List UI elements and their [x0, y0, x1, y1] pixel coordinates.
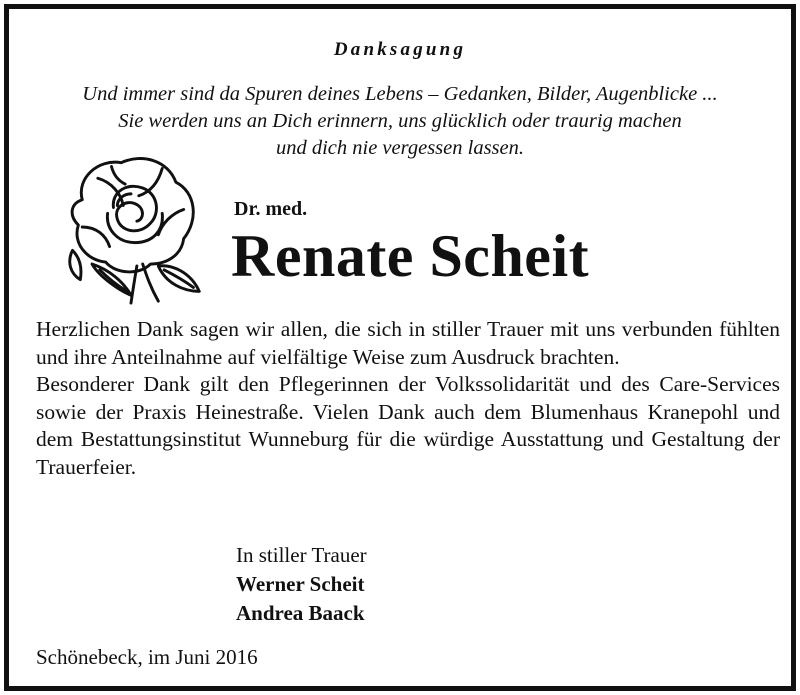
- signature-intro: In stiller Trauer: [236, 543, 367, 567]
- paragraph: Besonderer Dank gilt den Pflegerinnen der Volkssolidarität und des Care-Services sowie der Praxis Heinestraße. Vielen Dank auch dem Blumenhaus Kranepohl und dem Bestattungsinstitut Wunneburg für die würdige Ausstattung und Gestaltung der Trauerfeier.: [36, 372, 780, 479]
- poem-line: und dich nie vergessen lassen.: [275, 137, 525, 159]
- obituary-notice: [4, 4, 796, 691]
- deceased-name: Renate Scheit: [231, 223, 590, 289]
- signatory-name: Andrea Baack: [236, 601, 365, 625]
- place-date: Schönebeck, im Juni 2016: [36, 645, 258, 669]
- rose-icon: [53, 149, 209, 305]
- signature-block: [236, 541, 367, 628]
- paragraph: Herzlichen Dank sagen wir allen, die sich in stiller Trauer mit uns verbunden fühlten und ihre Anteilnahme auf vielfältige Weise zum Ausdruck brachten.: [36, 317, 780, 369]
- deceased-title: Dr. med.: [234, 198, 308, 220]
- thank-you-text: [36, 316, 780, 481]
- poem-line: Sie werden uns an Dich erinnern, uns glücklich oder traurig machen: [118, 110, 682, 132]
- poem-line: Und immer sind da Spuren deines Lebens – Gedanken, Bilder, Augenblicke ...: [82, 83, 718, 105]
- notice-heading: Danksagung: [333, 39, 467, 60]
- signatory-name: Werner Scheit: [236, 572, 365, 596]
